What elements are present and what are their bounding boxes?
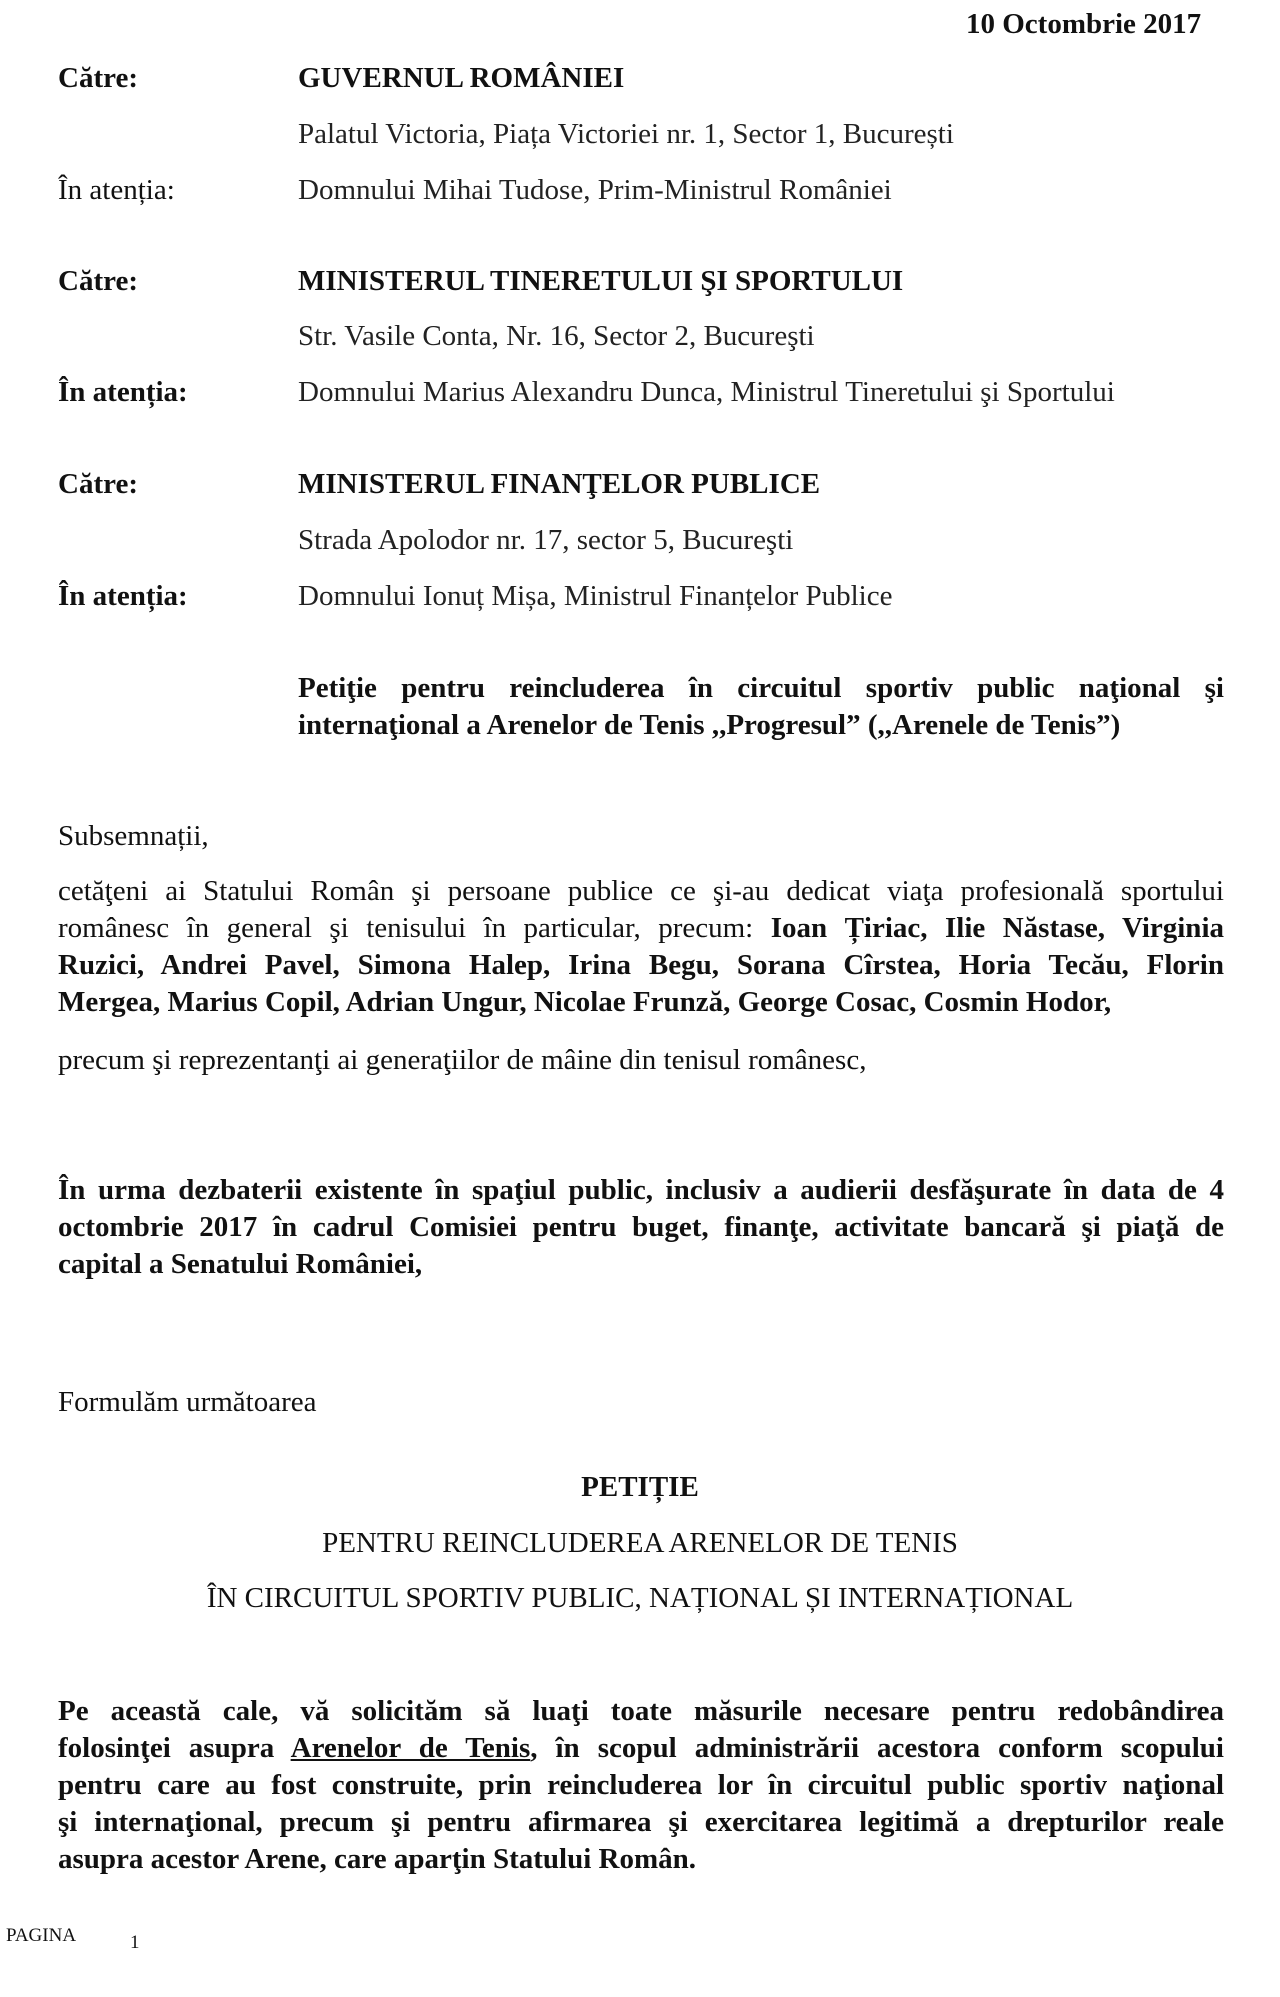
request-line-2-post: , în scopul administrării acestora conform scopului [530,1732,1224,1764]
subject-line-2: internaţional a Arenelor de Tenis ,,Progresul” (,,Arenele de Tenis”) [298,709,1121,741]
recipient-3-org: MINISTERUL FINANŢELOR PUBLICE [298,468,821,500]
recipient-2-org: MINISTERUL TINERETULUI ŞI SPORTULUI [298,265,904,297]
recipient-2-attn: Domnului Marius Alexandru Dunca, Ministrul Tineretului şi Sportului [298,376,1115,408]
recipient-2-attn-label: În atenția: [58,376,188,408]
recipient-1-attn: Domnului Mihai Tudose, Prim-Ministrul României [298,174,892,206]
request-paragraph [58,1693,1224,1878]
arenele-de-tenis-underlined: Arenelor de Tenis [290,1732,531,1764]
intro-line-2-plain: românesc în general şi tenisului în particular, precum: [58,912,771,944]
recipient-3-attn-label: În atenția: [58,580,188,612]
debate-line-1: În urma dezbaterii existente în spaţiul public, inclusiv a audierii desfăşurate în data de 4 [58,1174,1224,1206]
intro-line-2 [58,910,1224,947]
debate-line-2: octombrie 2017 în cadrul Comisiei pentru buget, finanţe, activitate bancară şi piaţă de [58,1211,1224,1243]
recipient-1-address: Palatul Victoria, Piața Victoriei nr. 1, Sector 1, București [298,118,954,150]
page-label: PAGINA [6,1925,77,1946]
intro-line-3: Ruzici, Andrei Pavel, Simona Halep, Irina Begu, Sorana Cîrstea, Horia Tecău, Florin [58,949,1224,981]
page-number: 1 [130,1932,140,1953]
request-line-2-pre: folosinţei asupra [58,1732,291,1764]
recipient-2-address: Str. Vasile Conta, Nr. 16, Sector 2, Bucureşti [298,320,815,352]
request-line-5: asupra acestor Arene, care aparţin Statului Român. [58,1843,696,1875]
petition-title: PETIȚIE [581,1471,699,1503]
recipient-3-to-label: Către: [58,468,138,500]
recipient-1-attn-label: În atenția: [58,174,175,206]
petition-title-line-3: ÎN CIRCUITUL SPORTIV PUBLIC, NAȚIONAL ȘI INTERNAȚIONAL [206,1582,1074,1614]
request-line-4: şi internaţional, precum şi pentru afirmarea şi exercitarea legitimă a drepturilor reale [58,1806,1224,1838]
recipient-1-to-label: Către: [58,62,138,94]
subject-line-1: Petiţie pentru reincluderea în circuitul sportiv public naţional şi [298,672,1224,704]
petition-title-line-2: PENTRU REINCLUDEREA ARENELOR DE TENIS [322,1527,958,1559]
debate-line-3: capital a Senatului României, [58,1248,423,1280]
request-line-1: Pe această cale, vă solicităm să luaţi toate măsurile necesare pentru redobândirea [58,1695,1224,1727]
recipient-3-attn: Domnului Ionuț Mișa, Ministrul Finanțelor Publice [298,580,893,612]
document-date: 10 Octombrie 2017 [966,8,1202,40]
request-line-3: pentru care au fost construite, prin reincluderea lor în circuitul public sportiv naţional [58,1769,1224,1801]
debate-paragraph [58,1172,1224,1283]
request-line-2 [58,1730,1224,1767]
salutation: Subsemnații, [58,820,209,852]
intro-line-4: Mergea, Marius Copil, Adrian Ungur, Nicolae Frunză, George Cosac, Cosmin Hodor, [58,986,1112,1018]
formulate-line: Formulăm următoarea [58,1386,317,1418]
recipient-3-address: Strada Apolodor nr. 17, sector 5, Bucureşti [298,524,794,556]
recipient-1-org: GUVERNUL ROMÂNIEI [298,62,625,94]
intro-line-2-names: Ioan Țiriac, Ilie Năstase, Virginia [770,912,1224,944]
intro-paragraph [58,873,1224,1021]
petition-subject [298,670,1224,744]
intro-line-1: cetăţeni ai Statului Român şi persoane publice ce şi-au dedicat viaţa profesională sportului [58,875,1224,907]
representatives-line: precum şi reprezentanţi ai generaţiilor de mâine din tenisul românesc, [58,1044,867,1076]
recipient-2-to-label: Către: [58,265,138,297]
